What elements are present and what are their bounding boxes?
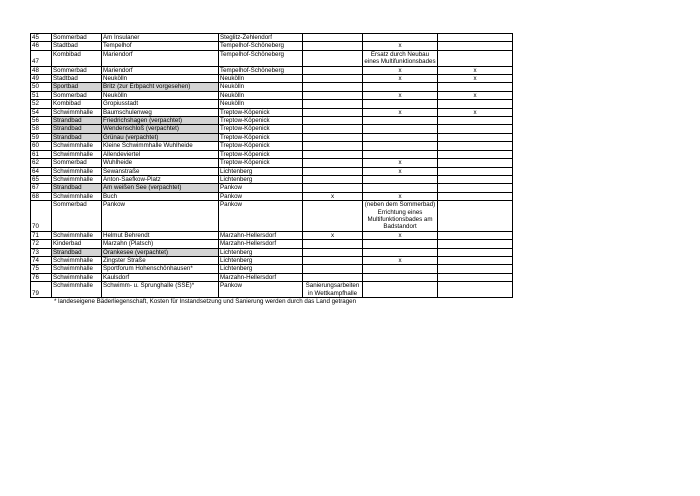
cell-col6 — [363, 142, 438, 150]
cell-col7 — [438, 133, 513, 141]
cell-col6 — [363, 240, 438, 248]
cell-name: Mariendorf — [102, 66, 219, 74]
table-row — [31, 231, 513, 239]
cell-col6 — [363, 117, 438, 125]
table-row — [31, 142, 513, 150]
cell-col5 — [303, 150, 363, 158]
cell-name: Baumschulenweg — [102, 108, 219, 116]
cell-name: Zingster Straße — [102, 256, 219, 264]
cell-col5 — [303, 240, 363, 248]
cell-col7: x — [438, 108, 513, 116]
cell-col5 — [303, 167, 363, 175]
cell-number: 67 — [31, 184, 52, 192]
cell-col6 — [363, 273, 438, 281]
cell-district: Pankow — [219, 201, 303, 232]
cell-col7 — [438, 34, 513, 42]
cell-district: Marzahn-Hellersdorf — [219, 231, 303, 239]
cell-number: 51 — [31, 91, 52, 99]
cell-col6: x — [363, 231, 438, 239]
cell-col5 — [303, 83, 363, 91]
cell-col6 — [363, 125, 438, 133]
cell-name: Schwimm- u. Sprunghalle (SSE)* — [102, 282, 219, 298]
cell-number: 68 — [31, 192, 52, 200]
cell-number: 60 — [31, 142, 52, 150]
cell-col7 — [438, 184, 513, 192]
cell-name: Marzahn (Platsch) — [102, 240, 219, 248]
table-row — [31, 108, 513, 116]
table-row — [31, 75, 513, 83]
cell-district: Treptow-Köpenick — [219, 142, 303, 150]
cell-col7 — [438, 150, 513, 158]
cell-col7: x — [438, 66, 513, 74]
cell-type: Strandbad — [52, 117, 102, 125]
cell-number: 59 — [31, 133, 52, 141]
cell-number: 71 — [31, 231, 52, 239]
cell-district: Lichtenberg — [219, 265, 303, 273]
cell-district: Treptow-Köpenick — [219, 159, 303, 167]
cell-type: Schwimmhalle — [52, 192, 102, 200]
cell-col6 — [363, 282, 438, 298]
cell-col5 — [303, 133, 363, 141]
cell-name: Kleine Schwimmhalle Wuhlheide — [102, 142, 219, 150]
cell-col7 — [438, 42, 513, 50]
table-row — [31, 273, 513, 281]
cell-type: Kombibad — [52, 50, 102, 66]
cell-name: Am weißen See (verpachtet) — [102, 184, 219, 192]
cell-col5 — [303, 159, 363, 167]
table-row — [31, 125, 513, 133]
baeder-table — [30, 33, 513, 298]
cell-district: Neukölln — [219, 75, 303, 83]
cell-col7 — [438, 83, 513, 91]
cell-col5 — [303, 66, 363, 74]
cell-col7 — [438, 142, 513, 150]
cell-district: Marzahn-Hellersdorf — [219, 273, 303, 281]
table-row — [31, 248, 513, 256]
footnote: * landeseigene Bäderliegenschaft, Kosten für Instandsetzung und Sanierung werden durch das Land getragen — [54, 298, 357, 305]
cell-col7 — [438, 265, 513, 273]
cell-col5: Sanierungsarbeiten in Wettkampfhalle — [303, 282, 363, 298]
cell-type: Strandbad — [52, 184, 102, 192]
table-row — [31, 150, 513, 158]
cell-col5 — [303, 34, 363, 42]
table-row — [31, 184, 513, 192]
cell-type: Sommerbad — [52, 201, 102, 232]
cell-col6 — [363, 83, 438, 91]
cell-number: 75 — [31, 265, 52, 273]
cell-col5 — [303, 256, 363, 264]
cell-col6 — [363, 248, 438, 256]
cell-name: Wuhlheide — [102, 159, 219, 167]
cell-district: Treptow-Köpenick — [219, 117, 303, 125]
cell-name: Sewanstraße — [102, 167, 219, 175]
cell-number: 52 — [31, 100, 52, 108]
cell-type: Schwimmhalle — [52, 167, 102, 175]
cell-col7 — [438, 231, 513, 239]
cell-number: 48 — [31, 66, 52, 74]
cell-type: Sommerbad — [52, 66, 102, 74]
cell-col5 — [303, 273, 363, 281]
cell-col5 — [303, 142, 363, 150]
cell-type: Stadtbad — [52, 75, 102, 83]
cell-district: Lichtenberg — [219, 167, 303, 175]
cell-col6: x — [363, 66, 438, 74]
cell-col5 — [303, 91, 363, 99]
cell-col6: x — [363, 256, 438, 264]
cell-col6: x — [363, 42, 438, 50]
cell-col6: x — [363, 91, 438, 99]
cell-col7 — [438, 175, 513, 183]
cell-type: Schwimmhalle — [52, 273, 102, 281]
cell-district: Treptow-Köpenick — [219, 125, 303, 133]
cell-col6 — [363, 34, 438, 42]
cell-type: Strandbad — [52, 133, 102, 141]
cell-col6 — [363, 150, 438, 158]
cell-type: Sommerbad — [52, 91, 102, 99]
cell-name: Sportforum Hohenschönhausen* — [102, 265, 219, 273]
cell-col6 — [363, 100, 438, 108]
table-row — [31, 91, 513, 99]
cell-type: Schwimmhalle — [52, 108, 102, 116]
cell-number: 50 — [31, 83, 52, 91]
cell-number: 72 — [31, 240, 52, 248]
cell-number: 58 — [31, 125, 52, 133]
table-row — [31, 50, 513, 66]
cell-col5 — [303, 184, 363, 192]
cell-col6: x — [363, 75, 438, 83]
cell-col5: x — [303, 192, 363, 200]
cell-col7 — [438, 248, 513, 256]
cell-number: 61 — [31, 150, 52, 158]
cell-type: Stadtbad — [52, 42, 102, 50]
cell-name: Mariendorf — [102, 50, 219, 66]
cell-col6: (neben dem Sommerbad) Errichtung eines Multifunktionsbades am Badstandort — [363, 201, 438, 232]
cell-type: Kombibad — [52, 100, 102, 108]
cell-number: 56 — [31, 117, 52, 125]
table-row — [31, 133, 513, 141]
cell-number: 65 — [31, 175, 52, 183]
cell-name: Buch — [102, 192, 219, 200]
cell-type: Strandbad — [52, 125, 102, 133]
cell-col5 — [303, 50, 363, 66]
cell-name: Kaulsdorf — [102, 273, 219, 281]
cell-col7 — [438, 100, 513, 108]
cell-district: Tempelhof-Schöneberg — [219, 66, 303, 74]
cell-col7: x — [438, 91, 513, 99]
cell-district: Lichtenberg — [219, 248, 303, 256]
cell-col6: x — [363, 167, 438, 175]
cell-number: 62 — [31, 159, 52, 167]
cell-col7 — [438, 159, 513, 167]
cell-district: Pankow — [219, 282, 303, 298]
cell-col7: x — [438, 75, 513, 83]
cell-col7 — [438, 192, 513, 200]
cell-type: Schwimmhalle — [52, 231, 102, 239]
cell-name: Gropiusstadt — [102, 100, 219, 108]
cell-col7 — [438, 125, 513, 133]
cell-name: Pankow — [102, 201, 219, 232]
cell-district: Pankow — [219, 184, 303, 192]
cell-type: Schwimmhalle — [52, 265, 102, 273]
cell-district: Pankow — [219, 192, 303, 200]
cell-district: Tempelhof-Schöneberg — [219, 50, 303, 66]
cell-number: 70 — [31, 201, 52, 232]
table-row — [31, 83, 513, 91]
table-row — [31, 265, 513, 273]
table-row — [31, 117, 513, 125]
cell-col6 — [363, 175, 438, 183]
cell-type: Schwimmhalle — [52, 282, 102, 298]
cell-col7 — [438, 201, 513, 232]
cell-number: 47 — [31, 50, 52, 66]
cell-district: Treptow-Köpenick — [219, 150, 303, 158]
cell-type: Schwimmhalle — [52, 256, 102, 264]
cell-district: Tempelhof-Schöneberg — [219, 42, 303, 50]
cell-number: 46 — [31, 42, 52, 50]
cell-col5 — [303, 100, 363, 108]
table-row — [31, 159, 513, 167]
table-row — [31, 34, 513, 42]
cell-district: Neukölln — [219, 100, 303, 108]
cell-name: Allendeviertel — [102, 150, 219, 158]
cell-col7 — [438, 282, 513, 298]
cell-district: Marzahn-Hellersdorf — [219, 240, 303, 248]
cell-name: Grünau (verpachtet) — [102, 133, 219, 141]
cell-col5 — [303, 125, 363, 133]
cell-name: Orankesee (verpachtet) — [102, 248, 219, 256]
cell-district: Lichtenberg — [219, 175, 303, 183]
cell-col5: x — [303, 231, 363, 239]
table-row — [31, 256, 513, 264]
cell-col7 — [438, 240, 513, 248]
cell-number: 45 — [31, 34, 52, 42]
cell-type: Kinderbad — [52, 240, 102, 248]
cell-name: Am Insulaner — [102, 34, 219, 42]
cell-name: Helmut Behrendt — [102, 231, 219, 239]
cell-name: Neukölln — [102, 91, 219, 99]
table-row — [31, 42, 513, 50]
cell-type: Strandbad — [52, 248, 102, 256]
cell-col6: x — [363, 192, 438, 200]
table-row — [31, 167, 513, 175]
cell-col6: x — [363, 108, 438, 116]
cell-name: Anton-Saefkow-Platz — [102, 175, 219, 183]
cell-col7 — [438, 273, 513, 281]
table-row — [31, 66, 513, 74]
cell-district: Treptow-Köpenick — [219, 108, 303, 116]
cell-col7 — [438, 117, 513, 125]
cell-col7 — [438, 256, 513, 264]
cell-col5 — [303, 201, 363, 232]
cell-col6: Ersatz durch Neubau eines Multifunktionsbades — [364, 50, 436, 66]
cell-type: Sommerbad — [52, 34, 102, 42]
cell-col5 — [303, 248, 363, 256]
cell-type: Sportbad — [52, 83, 102, 91]
cell-number: 49 — [31, 75, 52, 83]
cell-col6: x — [363, 159, 438, 167]
cell-district: Lichtenberg — [219, 256, 303, 264]
cell-type: Sommerbad — [52, 159, 102, 167]
cell-number: 64 — [31, 167, 52, 175]
cell-col5 — [303, 175, 363, 183]
cell-number: 73 — [31, 248, 52, 256]
cell-district: Treptow-Köpenick — [219, 133, 303, 141]
cell-col7 — [438, 50, 513, 66]
table-body — [31, 34, 513, 298]
cell-name: Tempelhof — [102, 42, 219, 50]
cell-district: Steglitz-Zehlendorf — [219, 34, 303, 42]
cell-type: Schwimmhalle — [52, 142, 102, 150]
cell-type: Schwimmhalle — [52, 150, 102, 158]
cell-col5 — [303, 42, 363, 50]
table-row — [31, 100, 513, 108]
cell-number: 79 — [31, 282, 52, 298]
cell-district: Neukölln — [219, 83, 303, 91]
cell-name: Wendenschloß (verpachtet) — [102, 125, 219, 133]
table-row — [31, 192, 513, 200]
cell-number: 76 — [31, 273, 52, 281]
table-row — [31, 201, 513, 232]
table-row — [31, 175, 513, 183]
baeder-table-sheet — [30, 33, 513, 306]
cell-col7 — [438, 167, 513, 175]
cell-col5 — [303, 117, 363, 125]
cell-district: Neukölln — [219, 91, 303, 99]
cell-col6 — [363, 133, 438, 141]
cell-name: Neukölln — [102, 75, 219, 83]
cell-type: Schwimmhalle — [52, 175, 102, 183]
cell-col6 — [363, 265, 438, 273]
table-row — [31, 240, 513, 248]
cell-col6 — [363, 184, 438, 192]
cell-col5 — [303, 265, 363, 273]
cell-name: Friedrichshagen (verpachtet) — [102, 117, 219, 125]
cell-number: 74 — [31, 256, 52, 264]
table-row — [31, 282, 513, 298]
cell-col5 — [303, 75, 363, 83]
cell-number: 54 — [31, 108, 52, 116]
cell-col5 — [303, 108, 363, 116]
cell-name: Britz (zur Erbpacht vorgesehen) — [102, 83, 219, 91]
